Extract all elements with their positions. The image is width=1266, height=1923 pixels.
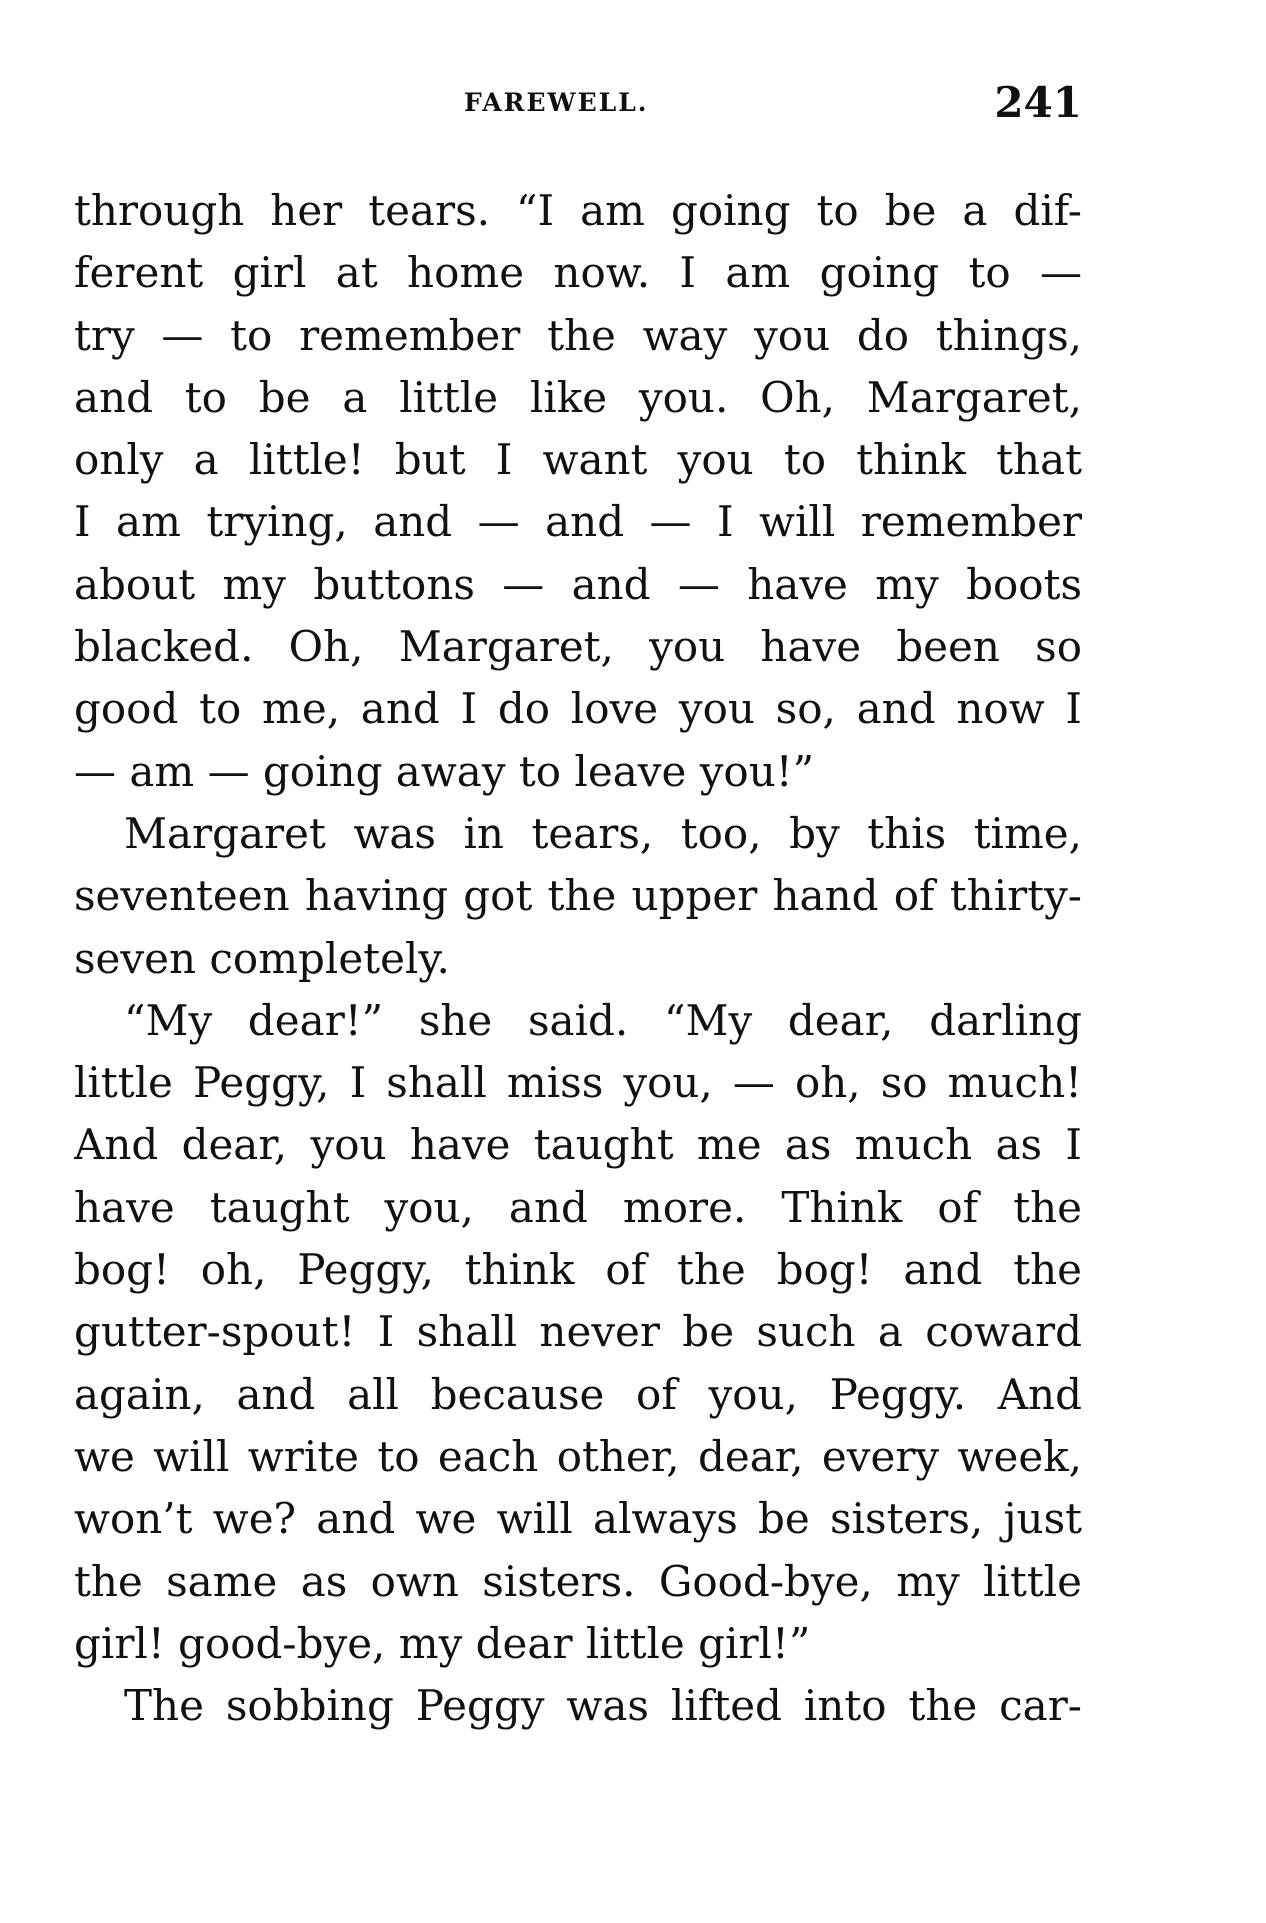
text-line: good to me, and I do love you so, and now I (74, 684, 1082, 734)
text-line: ferent girl at home now. I am going to — (74, 248, 1082, 298)
text-line: seven completely. (74, 933, 450, 983)
text-line: have taught you, and more. Think of the (74, 1182, 1082, 1232)
text-line: — am — going away to leave you!” (74, 746, 815, 796)
text-line: gutter-spout! I shall never be such a coward (74, 1307, 1082, 1357)
running-head (74, 78, 1082, 128)
text-line: try — to remember the way you do things, (74, 310, 1082, 360)
paragraph-start-line: The sobbing Peggy was lifted into the car- (124, 1681, 1082, 1731)
text-line: about my buttons — and — have my boots (74, 559, 1082, 609)
text-line: bog! oh, Peggy, think of the bog! and the (74, 1245, 1082, 1295)
text-line: seventeen having got the upper hand of thirty- (74, 871, 1082, 921)
page-number: 241 (994, 78, 1082, 127)
text-line: the same as own sisters. Good-bye, my little (74, 1556, 1082, 1606)
text-line: I am trying, and — and — I will remember (74, 497, 1082, 547)
text-line: and to be a little like you. Oh, Margaret, (74, 372, 1082, 422)
text-line: won’t we? and we will always be sisters, just (74, 1494, 1082, 1544)
text-line: blacked. Oh, Margaret, you have been so (74, 622, 1082, 672)
chapter-title: FAREWELL. (464, 88, 649, 117)
paragraph-start-line: “My dear!” she said. “My dear, darling (124, 995, 1082, 1045)
text-line: little Peggy, I shall miss you, — oh, so much! (74, 1058, 1082, 1108)
text-line: again, and all because of you, Peggy. And (74, 1369, 1082, 1419)
text-line: through her tears. “I am going to be a dif- (74, 186, 1082, 235)
text-line: girl! good-bye, my dear little girl!” (74, 1618, 811, 1668)
text-line: we will write to each other, dear, every week, (74, 1431, 1082, 1481)
body-text (74, 180, 1082, 1737)
text-line: only a little! but I want you to think that (74, 435, 1082, 485)
text-line: And dear, you have taught me as much as I (74, 1120, 1082, 1170)
paragraph-start-line: Margaret was in tears, too, by this time, (124, 808, 1082, 858)
